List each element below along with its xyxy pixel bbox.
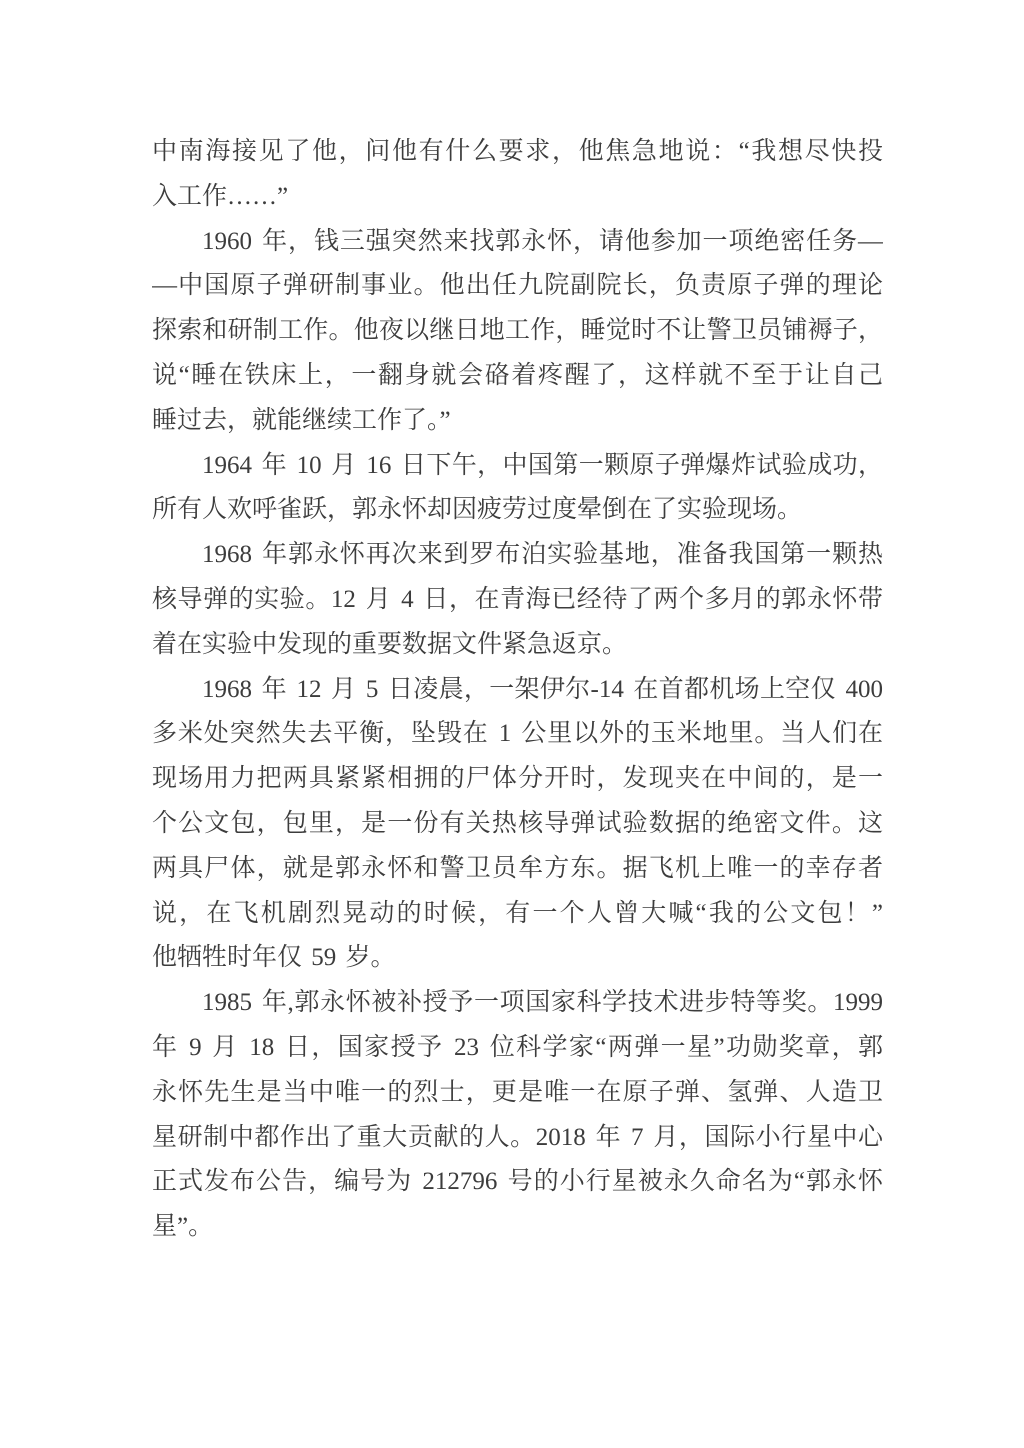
text-line: 1960 年，钱三强突然来找郭永怀，请他参加一项绝密任务— [202,227,883,255]
text-line: 永怀先生是当中唯一的烈士，更是唯一在原子弹、氢弹、人造卫 [152,1078,883,1106]
text-line: 说，在飞机剧烈晃动的时候，有一个人曾大喊“我的公文包！” [152,899,883,927]
text-block [152,130,883,1250]
text-line: 1985 年,郭永怀被补授予一项国家科学技术进步特等奖。1999 [202,989,883,1017]
text-line: 正式发布公告，编号为 212796 号的小行星被永久命名为“郭永怀 [152,1168,883,1196]
text-line: 现场用力把两具紧紧相拥的尸体分开时，发现夹在中间的，是一 [152,765,883,793]
text-line: 他牺牲时年仅 59 岁。 [152,944,396,972]
text-line: 中南海接见了他，问他有什么要求，他焦急地说：“我想尽快投 [152,138,883,165]
text-line: 星研制中都作出了重大贡献的人。2018 年 7 月，国际小行星中心 [152,1123,883,1151]
text-line: 入工作……” [152,182,289,210]
text-line: 年 9 月 18 日，国家授予 23 位科学家“两弹一星”功勋奖章，郭 [152,1033,883,1061]
text-line: 探索和研制工作。他夜以继日地工作，睡觉时不让警卫员铺褥子， [152,317,883,345]
text-line: 说“睡在铁床上，一翻身就会硌着疼醒了，这样就不至于让自己 [152,361,883,389]
text-line: 个公文包，包里，是一份有关热核导弹试验数据的绝密文件。这 [152,809,883,837]
text-line: 所有人欢呼雀跃，郭永怀却因疲劳过度晕倒在了实验现场。 [152,496,803,524]
text-line: 1964 年 10 月 16 日下午，中国第一颗原子弹爆炸试验成功， [202,451,883,479]
text-line: 1968 年郭永怀再次来到罗布泊实验基地，准备我国第一颗热 [202,541,883,569]
text-line: 1968 年 12 月 5 日凌晨，一架伊尔-14 在首都机场上空仅 400 [202,675,883,703]
text-line: 多米处突然失去平衡，坠毁在 1 公里以外的玉米地里。当人们在 [152,720,883,748]
text-line: 两具尸体，就是郭永怀和警卫员牟方东。据飞机上唯一的幸存者 [152,854,883,882]
text-line: 星”。 [152,1213,214,1241]
text-line: 着在实验中发现的重要数据文件紧急返京。 [152,630,628,658]
text-line: 睡过去，就能继续工作了。” [152,406,451,434]
text-line: 核导弹的实验。12 月 4 日，在青海已经待了两个多月的郭永怀带 [152,585,883,613]
text-line: —中国原子弹研制事业。他出任九院副院长，负责原子弹的理论 [152,272,883,300]
